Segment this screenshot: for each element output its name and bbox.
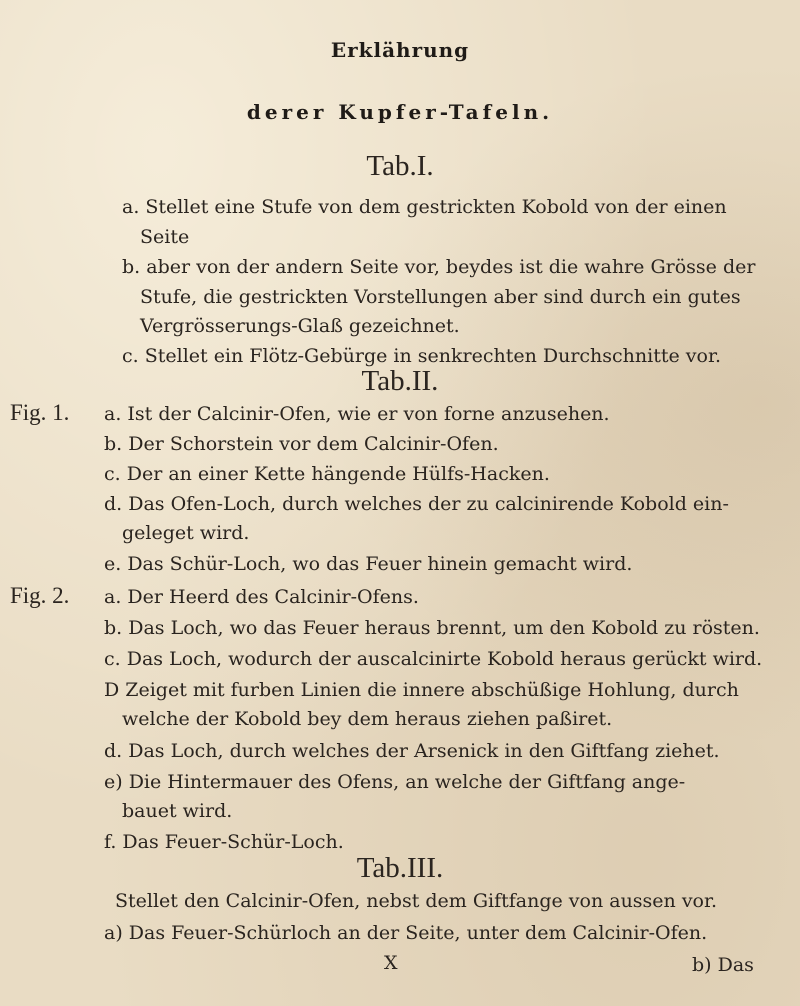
section-heading-tab-2: Tab.II. bbox=[361, 365, 439, 397]
text-line: c. Der an einer Kette hängende Hülfs-Hacken. bbox=[104, 463, 550, 485]
text-line: c. Stellet ein Flötz-Gebürge in senkrechten Durchschnitte vor. bbox=[122, 345, 721, 367]
figure-label-1: Fig. 1. bbox=[10, 400, 70, 425]
section-heading-tab-1: Tab.I. bbox=[366, 150, 434, 182]
signature-mark: X bbox=[384, 952, 398, 974]
text-line: b. Der Schorstein vor dem Calcinir-Ofen. bbox=[104, 433, 499, 455]
page-title: Erklährung bbox=[330, 38, 470, 62]
text-line: Vergrösserungs-Glaß gezeichnet. bbox=[140, 315, 460, 337]
text-line: d. Das Ofen-Loch, durch welches der zu calcinirende Kobold ein- bbox=[104, 493, 729, 515]
text-line: Seite bbox=[140, 226, 190, 248]
text-line: bauet wird. bbox=[122, 800, 233, 822]
text-line: D Zeiget mit furben Linien die innere abschüßige Hohlung, durch bbox=[104, 679, 739, 701]
section-heading-tab-3: Tab.III. bbox=[356, 852, 444, 884]
text-line: e. Das Schür-Loch, wo das Feuer hinein gemacht wird. bbox=[104, 553, 633, 575]
text-line: welche der Kobold bey dem heraus ziehen paßiret. bbox=[122, 708, 613, 730]
text-line: a. Der Heerd des Calcinir-Ofens. bbox=[104, 586, 419, 608]
text-line: Stellet den Calcinir-Ofen, nebst dem Giftfange von aussen vor. bbox=[115, 890, 718, 912]
figure-label-2: Fig. 2. bbox=[10, 583, 70, 608]
text-line: a. Stellet eine Stufe von dem gestrickten Kobold von der einen bbox=[122, 196, 727, 218]
text-line: geleget wird. bbox=[122, 522, 250, 544]
text-line: f. Das Feuer-Schür-Loch. bbox=[104, 831, 344, 853]
text-line: a) Das Feuer-Schürloch an der Seite, unter dem Calcinir-Ofen. bbox=[104, 922, 708, 944]
text-line: a. Ist der Calcinir-Ofen, wie er von forne anzusehen. bbox=[104, 403, 610, 425]
text-line: e) Die Hintermauer des Ofens, an welche der Giftfang ange- bbox=[104, 771, 686, 793]
text-line: d. Das Loch, durch welches der Arsenick in den Giftfang ziehet. bbox=[104, 740, 720, 762]
text-line: Stufe, die gestrickten Vorstellungen aber sind durch ein gutes bbox=[140, 286, 741, 308]
text-line: b. aber von der andern Seite vor, beydes ist die wahre Grösse der bbox=[122, 256, 756, 278]
text-line: b. Das Loch, wo das Feuer heraus brennt, um den Kobold zu rösten. bbox=[104, 617, 760, 639]
page-subtitle: derer Kupfer-Tafeln. bbox=[246, 100, 554, 124]
text-line: c. Das Loch, wodurch der auscalcinirte Kobold heraus gerückt wird. bbox=[104, 648, 763, 670]
catchword: b) Das bbox=[692, 954, 754, 976]
